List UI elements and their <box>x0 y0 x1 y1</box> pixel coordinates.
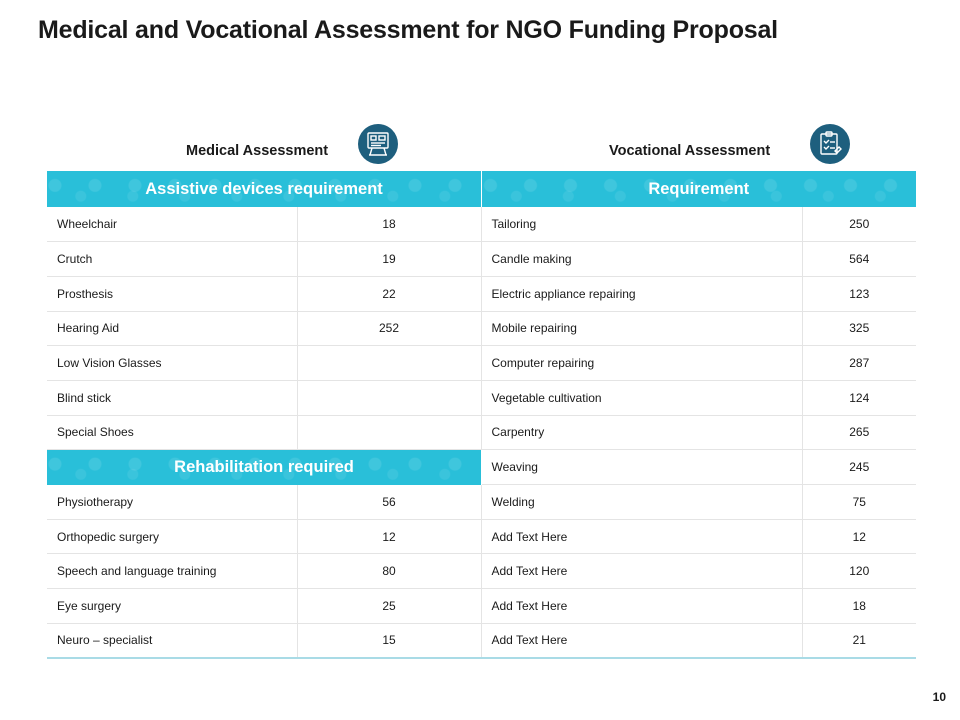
table-row <box>482 554 916 589</box>
row-value: 15 <box>297 623 481 658</box>
row-label: Add Text Here <box>482 519 803 554</box>
row-label: Speech and language training <box>47 554 297 589</box>
table-row <box>47 554 481 589</box>
row-value: 325 <box>803 311 916 346</box>
row-label: Special Shoes <box>47 415 297 450</box>
row-label: Add Text Here <box>482 589 803 624</box>
row-value: 287 <box>803 346 916 381</box>
row-label: Hearing Aid <box>47 311 297 346</box>
checklist-clipboard-icon <box>810 124 850 164</box>
row-label: Vegetable cultivation <box>482 380 803 415</box>
table-row <box>47 207 481 242</box>
row-value: 75 <box>803 485 916 520</box>
table-row <box>47 346 481 381</box>
row-value: 12 <box>803 519 916 554</box>
row-value: 564 <box>803 242 916 277</box>
row-label: Physiotherapy <box>47 485 297 520</box>
row-value <box>297 346 481 381</box>
page-title: Medical and Vocational Assessment for NGO Funding Proposal <box>38 16 778 44</box>
medical-chart-icon <box>358 124 398 164</box>
row-label: Wheelchair <box>47 207 297 242</box>
table-row <box>482 207 916 242</box>
table-row <box>482 450 916 485</box>
row-label: Electric appliance repairing <box>482 276 803 311</box>
table-row <box>482 485 916 520</box>
row-label: Computer repairing <box>482 346 803 381</box>
row-value: 123 <box>803 276 916 311</box>
row-value: 250 <box>803 207 916 242</box>
row-value <box>297 380 481 415</box>
row-label: Welding <box>482 485 803 520</box>
requirement-header: Requirement <box>482 171 916 207</box>
row-label: Neuro – specialist <box>47 623 297 658</box>
row-label: Candle making <box>482 242 803 277</box>
table-row <box>47 276 481 311</box>
table-row <box>482 311 916 346</box>
row-label: Tailoring <box>482 207 803 242</box>
row-value: 124 <box>803 380 916 415</box>
row-value: 25 <box>297 589 481 624</box>
table-row <box>47 242 481 277</box>
page-number: 10 <box>932 690 946 704</box>
table-row <box>47 311 481 346</box>
rehabilitation-header: Rehabilitation required <box>47 450 481 485</box>
medical-assessment-table <box>47 171 482 659</box>
table-row <box>482 276 916 311</box>
table-row <box>47 380 481 415</box>
row-label: Eye surgery <box>47 589 297 624</box>
table-row <box>482 380 916 415</box>
row-label: Crutch <box>47 242 297 277</box>
row-value: 18 <box>803 589 916 624</box>
row-label: Carpentry <box>482 415 803 450</box>
row-value: 21 <box>803 623 916 658</box>
row-value: 120 <box>803 554 916 589</box>
row-value: 56 <box>297 485 481 520</box>
table-row <box>47 589 481 624</box>
row-value: 245 <box>803 450 916 485</box>
row-value: 265 <box>803 415 916 450</box>
medical-assessment-label: Medical Assessment <box>186 143 329 159</box>
table-row <box>47 415 481 450</box>
row-label: Low Vision Glasses <box>47 346 297 381</box>
row-value: 252 <box>297 311 481 346</box>
row-label: Blind stick <box>47 380 297 415</box>
vocational-assessment-table <box>481 171 916 659</box>
row-label: Add Text Here <box>482 554 803 589</box>
row-label: Add Text Here <box>482 623 803 658</box>
table-row <box>47 485 481 520</box>
row-value: 19 <box>297 242 481 277</box>
table-row <box>482 346 916 381</box>
row-label: Orthopedic surgery <box>47 519 297 554</box>
row-value: 80 <box>297 554 481 589</box>
table-row <box>47 623 481 658</box>
table-row <box>482 589 916 624</box>
table-row <box>482 623 916 658</box>
row-value <box>297 415 481 450</box>
table-row <box>482 242 916 277</box>
row-value: 18 <box>297 207 481 242</box>
row-value: 12 <box>297 519 481 554</box>
table-row <box>47 519 481 554</box>
row-label: Weaving <box>482 450 803 485</box>
table-row <box>482 415 916 450</box>
row-label: Mobile repairing <box>482 311 803 346</box>
row-label: Prosthesis <box>47 276 297 311</box>
table-row <box>482 519 916 554</box>
row-value: 22 <box>297 276 481 311</box>
vocational-assessment-label: Vocational Assessment <box>609 143 771 159</box>
assistive-devices-header: Assistive devices requirement <box>47 171 481 207</box>
